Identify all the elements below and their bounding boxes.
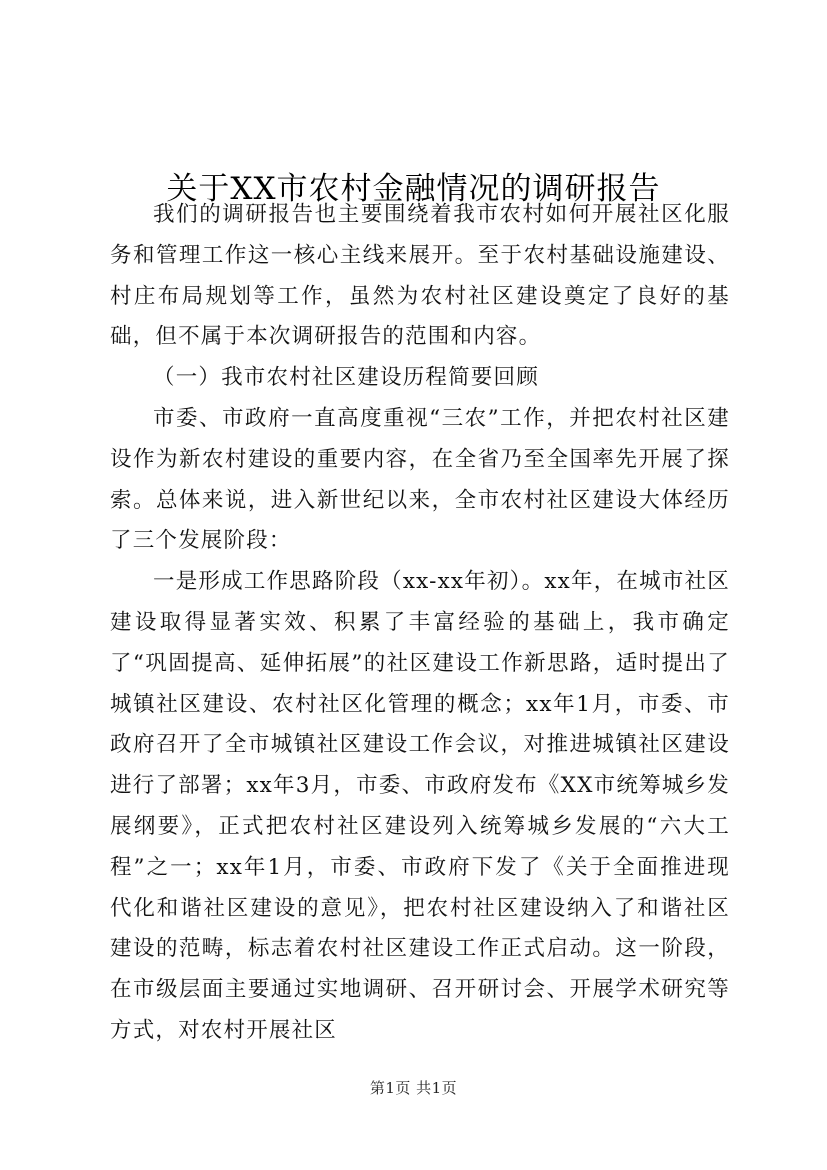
- document-title: 关于XX市农村金融情况的调研报告: [166, 170, 661, 207]
- section-heading: （一）我市农村社区建设历程简要回顾: [153, 365, 539, 391]
- page-number-footer: 第1页 共1页: [369, 1079, 458, 1097]
- document-body: [110, 195, 730, 1052]
- paragraph-overview: 市委、市政府一直高度重视“三农”工作，并把农村社区建设作为新农村建设的重要内容，在全省乃至全国率先开展了探索。总体来说，进入新世纪以来，全市农村社区建设大体经历了三个发展阶段：: [110, 405, 730, 554]
- paragraph-intro: 我们的调研报告也主要围绕着我市农村如何开展社区化服务和管理工作这一核心主线来展开。至于农村基础设施建设、村庄布局规划等工作，虽然为农村社区建设奠定了良好的基础，但不属于本次调研报告的范围和内容。: [110, 202, 730, 350]
- paragraph-stage-one: 一是形成工作思路阶段（xx-xx年初）。xx年，在城市社区建设取得显著实效、积累了丰富经验的基础上，我市确定了“巩固提高、延伸拓展”的社区建设工作新思路，适时提出了城镇社区建设、农村社区化管理的概念；xx年1月，市委、市政府召开了全市城镇社区建设工作会议，对推进城镇社区建设进行了部署；xx年3月，市委、市政府发布《XX市统筹城乡发展纲要》，正式把农村社区建设列入统筹城乡发展的“六大工程”之一；xx年1月，市委、市政府下发了《关于全面推进现代化和谐社区建设的意见》，把农村社区建设纳入了和谐社区建设的范畴，标志着农村社区建设工作正式启动。这一阶段，在市级层面主要通过实地调研、召开研讨会、开展学术研究等方式，对农村开展社区: [110, 569, 730, 1043]
